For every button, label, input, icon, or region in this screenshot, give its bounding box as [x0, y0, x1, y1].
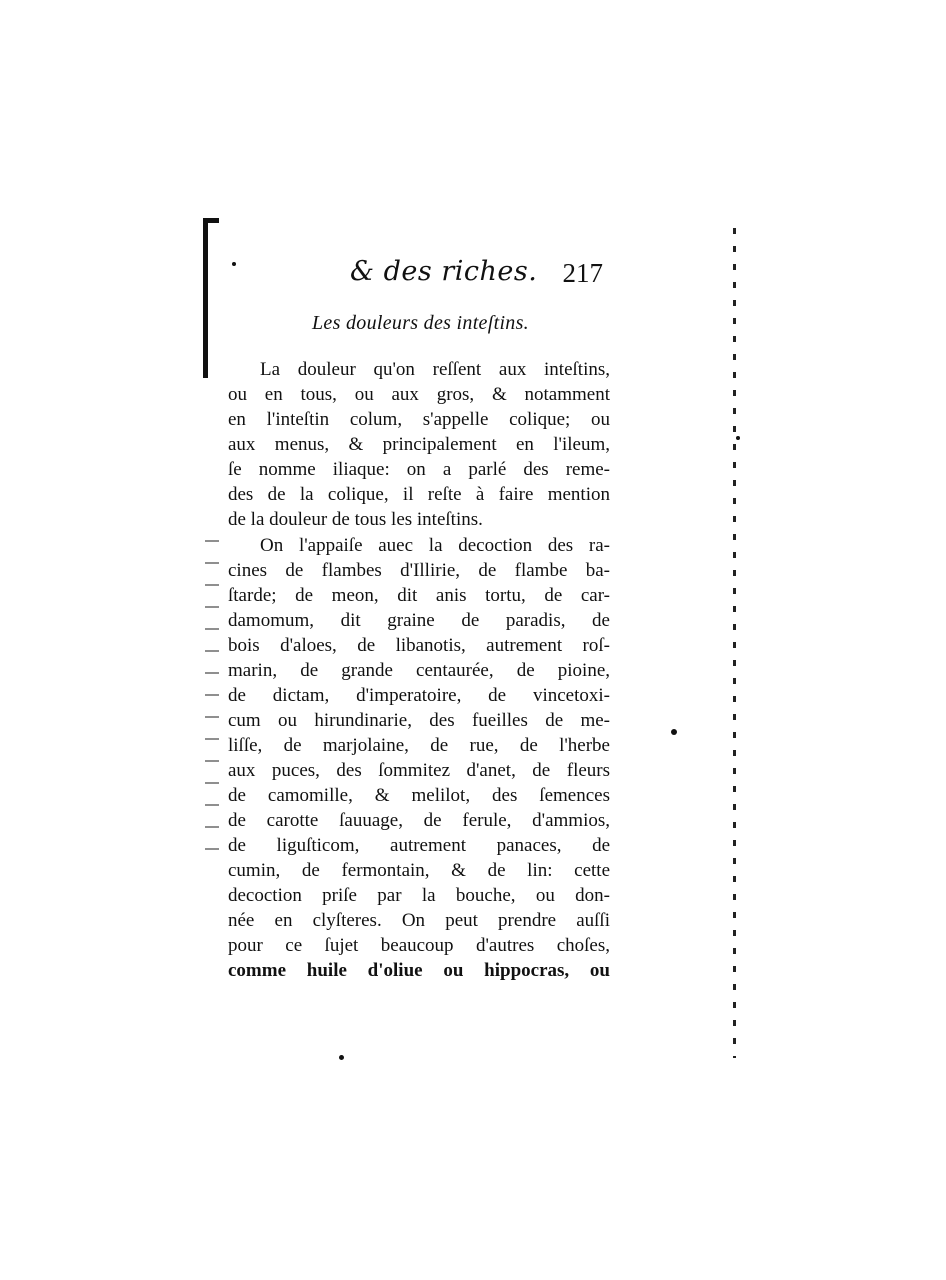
text-line: de la douleur de tous les inteſtins. [228, 509, 483, 530]
text-line: damomum, dit graine de paradis, de [228, 610, 610, 631]
text-line: bois d'aloes, de libanotis, autrement roſ- [228, 635, 610, 656]
text-line: La douleur qu'on reſſent aux inteſtins, [260, 359, 610, 380]
text-line: née en clyſteres. On peut prendre auſſi [228, 910, 610, 931]
page-edge-mark-left [203, 218, 208, 378]
text-line: des de la colique, il reſte à faire mention [228, 484, 610, 505]
scan-dot [339, 1055, 344, 1060]
text-line: marin, de grande centaurée, de pioine, [228, 660, 610, 681]
text-line: de liguſticom, autrement panaces, de [228, 835, 610, 856]
text-line: de camomille, & melilot, des ſemences [228, 785, 610, 806]
text-line: ou en tous, ou aux gros, & notamment [228, 384, 610, 405]
text-line: en l'inteſtin colum, s'appelle colique; ou [228, 409, 610, 430]
text-line: cum ou hirundinarie, des fueilles de me- [228, 710, 610, 731]
text-line: ſe nomme iliaque: on a parlé des reme- [228, 459, 610, 480]
text-line: decoction priſe par la bouche, ou don- [228, 885, 610, 906]
section-heading: Les douleurs des inteſtins. [312, 312, 529, 334]
body-text [228, 357, 610, 983]
text-line: On l'appaiſe auec la decoction des ra- [260, 535, 610, 556]
scan-dot [736, 436, 740, 440]
running-title: & des riches. [350, 256, 538, 287]
text-line: de carotte ſauuage, de ferule, d'ammios, [228, 810, 610, 831]
text-line: ſtarde; de meon, dit anis tortu, de car- [228, 585, 610, 606]
text-line: liſſe, de marjolaine, de rue, de l'herbe [228, 735, 610, 756]
text-line: aux puces, des ſommitez d'anet, de fleurs [228, 760, 610, 781]
text-line: cines de flambes d'Illirie, de flambe ba- [228, 560, 610, 581]
text-line: cumin, de fermontain, & de lin: cette [228, 860, 610, 881]
scan-dot [671, 729, 677, 735]
text-line: pour ce ſujet beaucoup d'autres choſes, [228, 935, 610, 956]
page-edge-mark-top [203, 218, 219, 223]
scan-dot [232, 262, 236, 266]
text-line: aux menus, & principalement en l'ileum, [228, 434, 610, 455]
text-line: de dictam, d'imperatoire, de vincetoxi- [228, 685, 610, 706]
page-edge-mark-right [733, 228, 736, 1058]
text-line: comme huile d'oliue ou hippocras, ou [228, 960, 610, 981]
running-head [350, 256, 615, 296]
page-number: 217 [562, 258, 603, 288]
scan-specks [205, 540, 219, 870]
